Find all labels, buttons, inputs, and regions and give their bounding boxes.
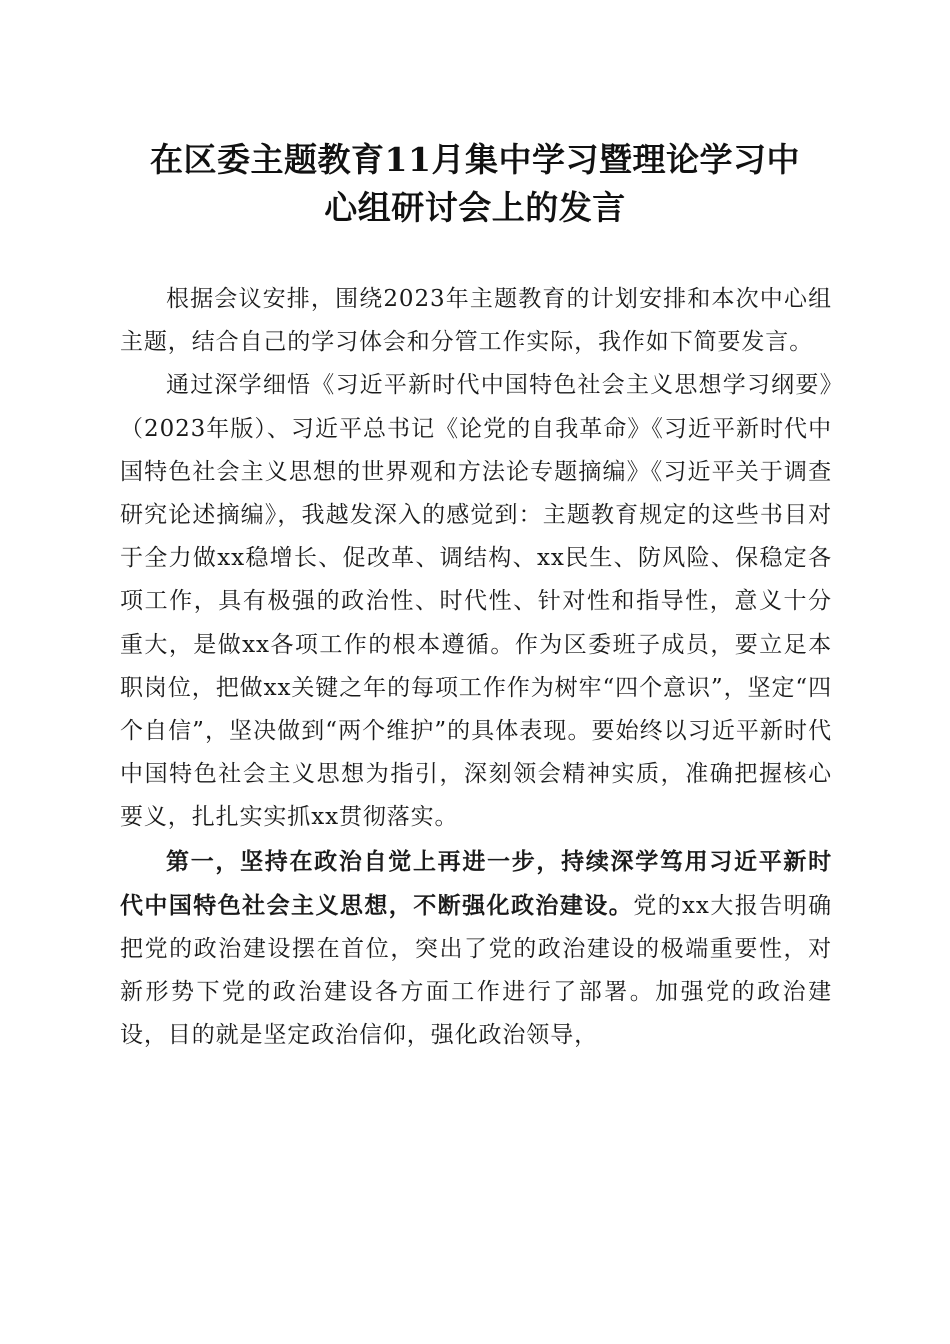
document-title [110, 136, 840, 232]
title-line-2: 心组研讨会上的发言 [324, 188, 626, 227]
paragraph-study [120, 364, 832, 839]
title-line-1: 在区委主题教育11月集中学习暨理论学习中 [150, 140, 800, 179]
paragraph-text: 通过深学细悟《习近平新时代中国特色社会主义思想学习纲要》（2023年版）、习近平总书记《论党的自我革命》《习近平新时代中国特色社会主义思想的世界观和方法论专题摘编》《习近平关于调查研究论述摘编》，我越发深入的感觉到：主题教育规定的这些书目对于全力做xx稳增长、促改革、调结构、xx民生、防风险、保稳定各项工作，具有极强的政治性、时代性、针对性和指导性，意义十分重大，是做xx各项工作的根本遵循。作为区委班子成员，要立足本职岗位，把做xx关键之年的每项工作作为树牢“四个意识”，坚定“四个自信”，坚决做到“两个维护”的具体表现。要始终以习近平新时代中国特色社会主义思想为指引，深刻领会精神实质，准确把握核心要义，扎扎实实抓xx贯彻落实。 [120, 372, 832, 831]
paragraph-first-point [120, 840, 832, 1058]
paragraph-text: 根据会议安排，围绕2023年主题教育的计划安排和本次中心组主题，结合自己的学习体会和分管工作实际，我作如下简要发言。 [120, 286, 832, 356]
paragraph-intro [120, 278, 832, 364]
paragraph-text: 党的xx大报告明确把党的政治建设摆在首位，突出了党的政治建设的极端重要性，对新形势下党的政治建设各方面工作进行了部署。加强党的政治建设，目的就是坚定政治信仰，强化政治领导， [120, 892, 832, 1049]
paragraph-lead: 第一，坚持在政治自觉上再进一步，持续深学笃用习近平新时代中国特色社会主义思想，不断强化政治建设。 [120, 847, 832, 919]
document-body [120, 278, 832, 1058]
